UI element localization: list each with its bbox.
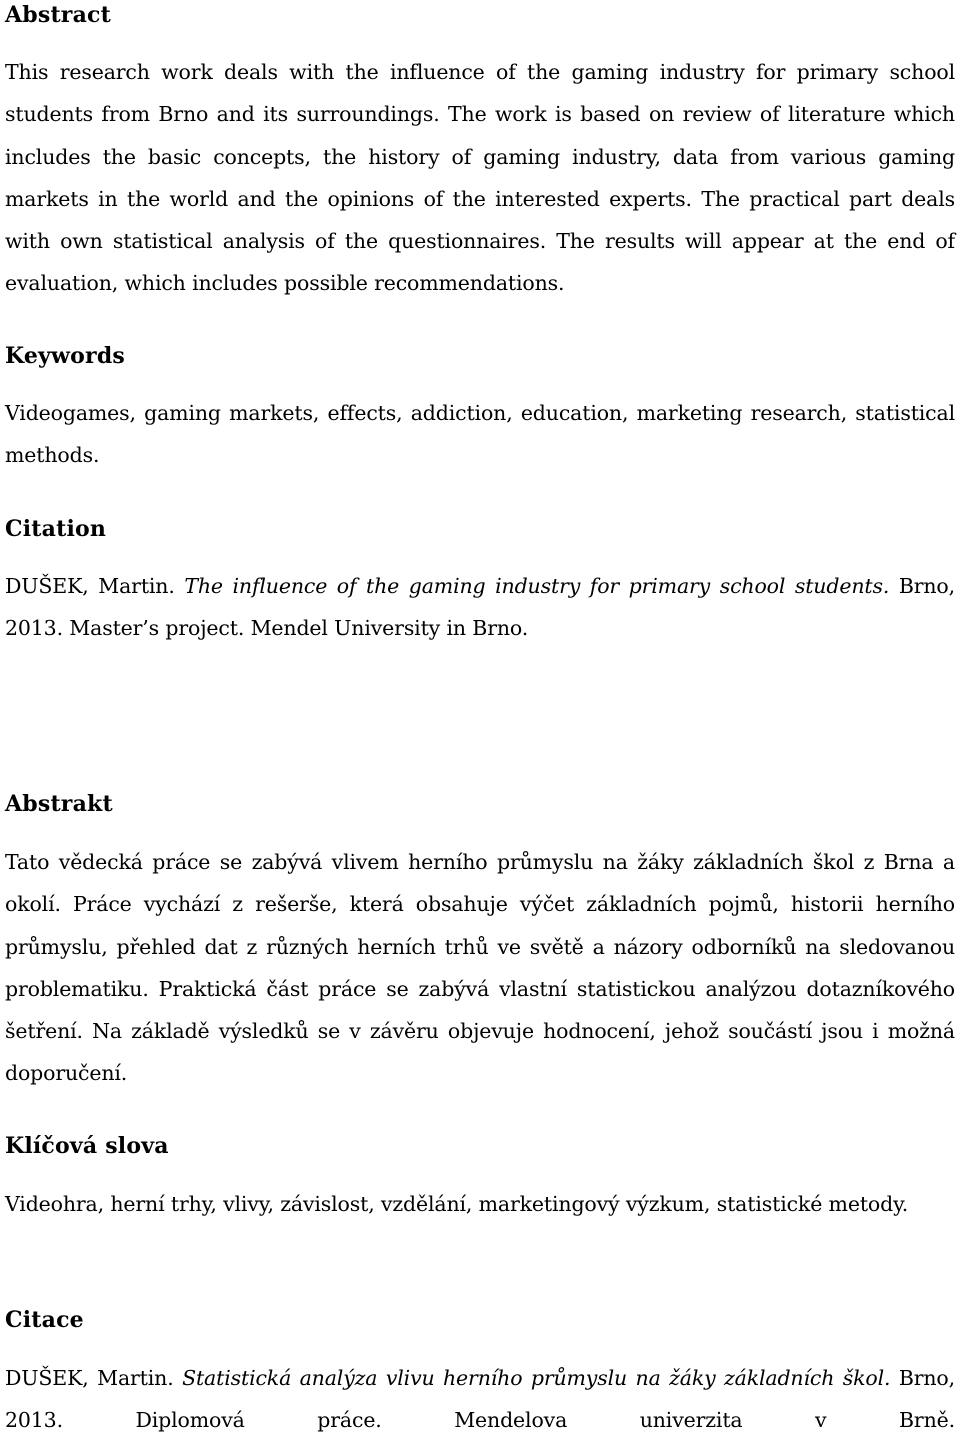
citace-paragraph bbox=[5, 1357, 955, 1442]
citation-author: DUŠEK, Martin. bbox=[5, 574, 175, 598]
citation-details: Brno, 2013. Master’s project. Mendel University in Brno. bbox=[5, 574, 955, 641]
keywords-body: Videogames, gaming markets, effects, addiction, education, marketing research, statistical methods. bbox=[5, 401, 955, 468]
abstrakt-body: Tato vědecká práce se zabývá vlivem herního průmyslu na žáky základních škol z Brna a okolí. Práce vychází z rešerše, která obsahuje výčet základních pojmů, historii herního průmyslu, přehled dat z různých herních trhů ve světě a názory odborníků na sledovanou problematiku. Praktická část práce se zabývá vlastní statistickou analýzou dotazníkového šetření. Na základě výsledků se v závěru objevuje hodnocení, jehož součástí jsou i možná doporučení. bbox=[5, 850, 955, 1086]
citace-heading: Citace bbox=[5, 1307, 84, 1333]
abstract-body: This research work deals with the influence of the gaming industry for primary school students from Brno and its surroundings. The work is based on review of literature which includes the basic concepts, the history of gaming industry, data from various gaming markets in the world and the opinions of the interested experts. The practical part deals with own statistical analysis of the questionnaires. The results will appear at the end of evaluation, which includes possible recommendations. bbox=[5, 60, 955, 296]
citace-author: DUŠEK, Martin. bbox=[5, 1366, 174, 1390]
citation-title: The influence of the gaming industry for primary school students. bbox=[184, 574, 890, 598]
abstract-heading: Abstract bbox=[5, 2, 112, 28]
citace-details: Brno, 2013. Diplomová práce. Mendelova univerzita v Brně. bbox=[5, 1366, 955, 1433]
klicova-slova-heading: Klíčová slova bbox=[5, 1133, 169, 1159]
citation-heading: Citation bbox=[5, 516, 107, 542]
citation-paragraph bbox=[5, 565, 955, 650]
citace-title: Statistická analýza vlivu herního průmyslu na žáky základních škol. bbox=[182, 1366, 891, 1390]
klicova-slova-body: Videohra, herní trhy, vlivy, závislost, vzdělání, marketingový výzkum, statistické metody. bbox=[5, 1192, 909, 1216]
abstrakt-heading: Abstrakt bbox=[5, 791, 113, 817]
keywords-heading: Keywords bbox=[5, 343, 125, 369]
